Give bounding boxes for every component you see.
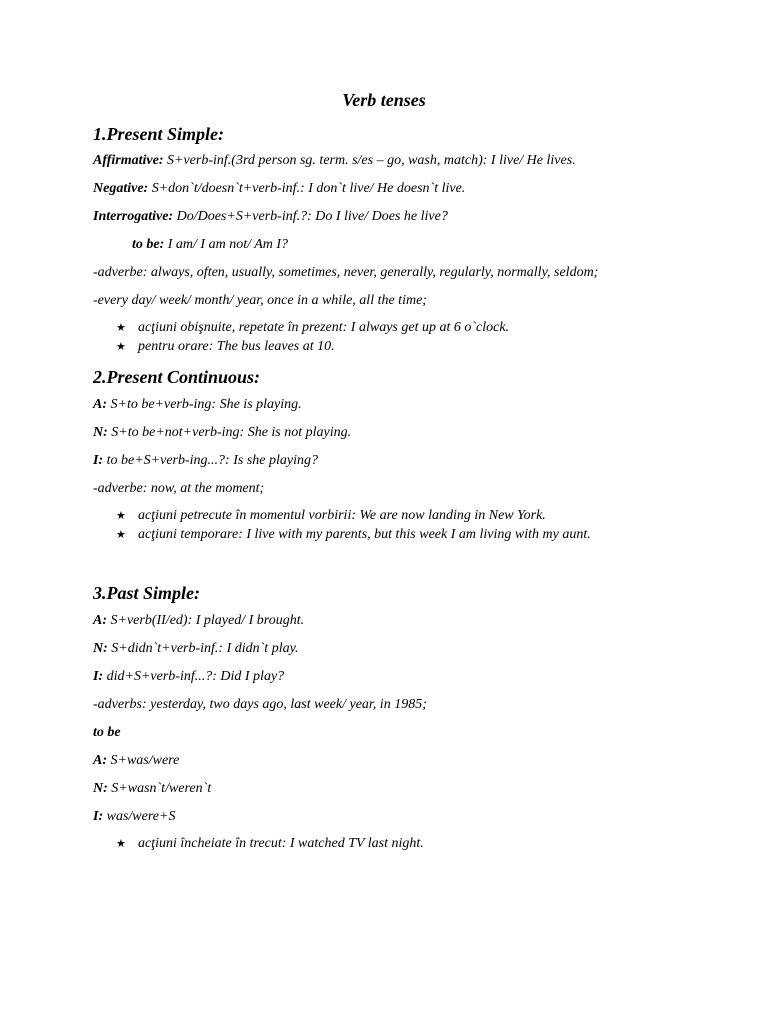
present-continuous-negative <box>93 425 351 441</box>
page-title: Verb tenses <box>342 90 426 110</box>
bullet-item: ★ acţiuni încheiate în trecut: I watched TV last night. <box>116 836 424 851</box>
label: A: <box>93 613 107 628</box>
rule: I am/ I am not/ Am I? <box>167 237 289 252</box>
label: Negative: <box>93 181 149 196</box>
to-be-negative <box>93 781 211 797</box>
bullet-item: ★ acţiuni petrecute în momentul vorbirii: We are now landing in New York. <box>116 508 546 523</box>
rule: S+wasn`t/weren`t <box>111 781 212 796</box>
rule: S+verb(II/ed): I played/ I brought. <box>110 613 305 628</box>
label: N: <box>93 641 108 656</box>
star-bullet-icon: ★ <box>116 510 126 522</box>
label: to be: <box>132 237 165 252</box>
rule: Do/Does+S+verb-inf.?: Do I live/ Does he live? <box>176 209 448 224</box>
rule: S+to be+not+verb-ing: She is not playing. <box>111 425 352 440</box>
rule: S+don`t/doesn`t+verb-inf.: I don`t live/ He doesn`t live. <box>151 181 466 196</box>
past-simple-negative <box>93 641 299 657</box>
time-expressions-line: -every day/ week/ month/ year, once in a while, all the time; <box>93 293 427 308</box>
section-heading: 3.Past Simple: <box>93 583 200 603</box>
label: Interrogative: <box>93 209 174 224</box>
star-bullet-icon: ★ <box>116 529 126 541</box>
rule: to be+S+verb-ing...?: Is she playing? <box>106 453 318 468</box>
to-be-subheading: to be <box>93 725 121 740</box>
label: I: <box>93 809 104 824</box>
present-continuous-interrogative <box>93 453 318 469</box>
label: N: <box>93 781 108 796</box>
present-simple-affirmative <box>93 153 576 169</box>
rule: S+to be+verb-ing: She is playing. <box>110 397 302 412</box>
adverbs-line: -adverbs: yesterday, two days ago, last week/ year, in 1985; <box>93 697 427 712</box>
present-simple-interrogative <box>93 209 448 225</box>
rule: S+verb-inf.(3rd person sg. term. s/es – go, wash, match): I live/ He lives. <box>167 153 576 168</box>
star-bullet-icon: ★ <box>116 322 126 334</box>
rule: S+was/were <box>110 753 180 768</box>
label: A: <box>93 397 107 412</box>
present-simple-to-be <box>132 237 288 253</box>
to-be-interrogative <box>93 809 175 825</box>
bullet-item: ★ acţiuni obişnuite, repetate în prezent: I always get up at 6 o`clock. <box>116 320 510 335</box>
present-continuous-affirmative <box>93 397 302 413</box>
label: A: <box>93 753 107 768</box>
label: I: <box>93 453 104 468</box>
present-simple-negative <box>93 181 465 197</box>
star-bullet-icon: ★ <box>116 838 126 850</box>
label: Affirmative: <box>93 153 164 168</box>
rule: S+didn`t+verb-inf.: I didn`t play. <box>111 641 299 656</box>
label: N: <box>93 425 108 440</box>
adverbs-line: -adverbe: always, often, usually, sometimes, never, generally, regularly, normally, seldom; <box>93 265 599 280</box>
label: I: <box>93 669 104 684</box>
to-be-affirmative <box>93 753 179 769</box>
bullet-item: ★ acţiuni temporare: I live with my parents, but this week I am living with my aunt. <box>116 527 591 542</box>
adverbs-line: -adverbe: now, at the moment; <box>93 481 265 496</box>
past-simple-affirmative <box>93 613 304 629</box>
past-simple-interrogative <box>93 669 284 685</box>
section-heading: 1.Present Simple: <box>93 124 224 144</box>
rule: did+S+verb-inf...?: Did I play? <box>106 669 285 684</box>
rule: was/were+S <box>106 809 176 824</box>
bullet-item: ★ pentru orare: The bus leaves at 10. <box>116 339 335 354</box>
section-heading: 2.Present Continuous: <box>93 367 261 387</box>
star-bullet-icon: ★ <box>116 341 126 353</box>
